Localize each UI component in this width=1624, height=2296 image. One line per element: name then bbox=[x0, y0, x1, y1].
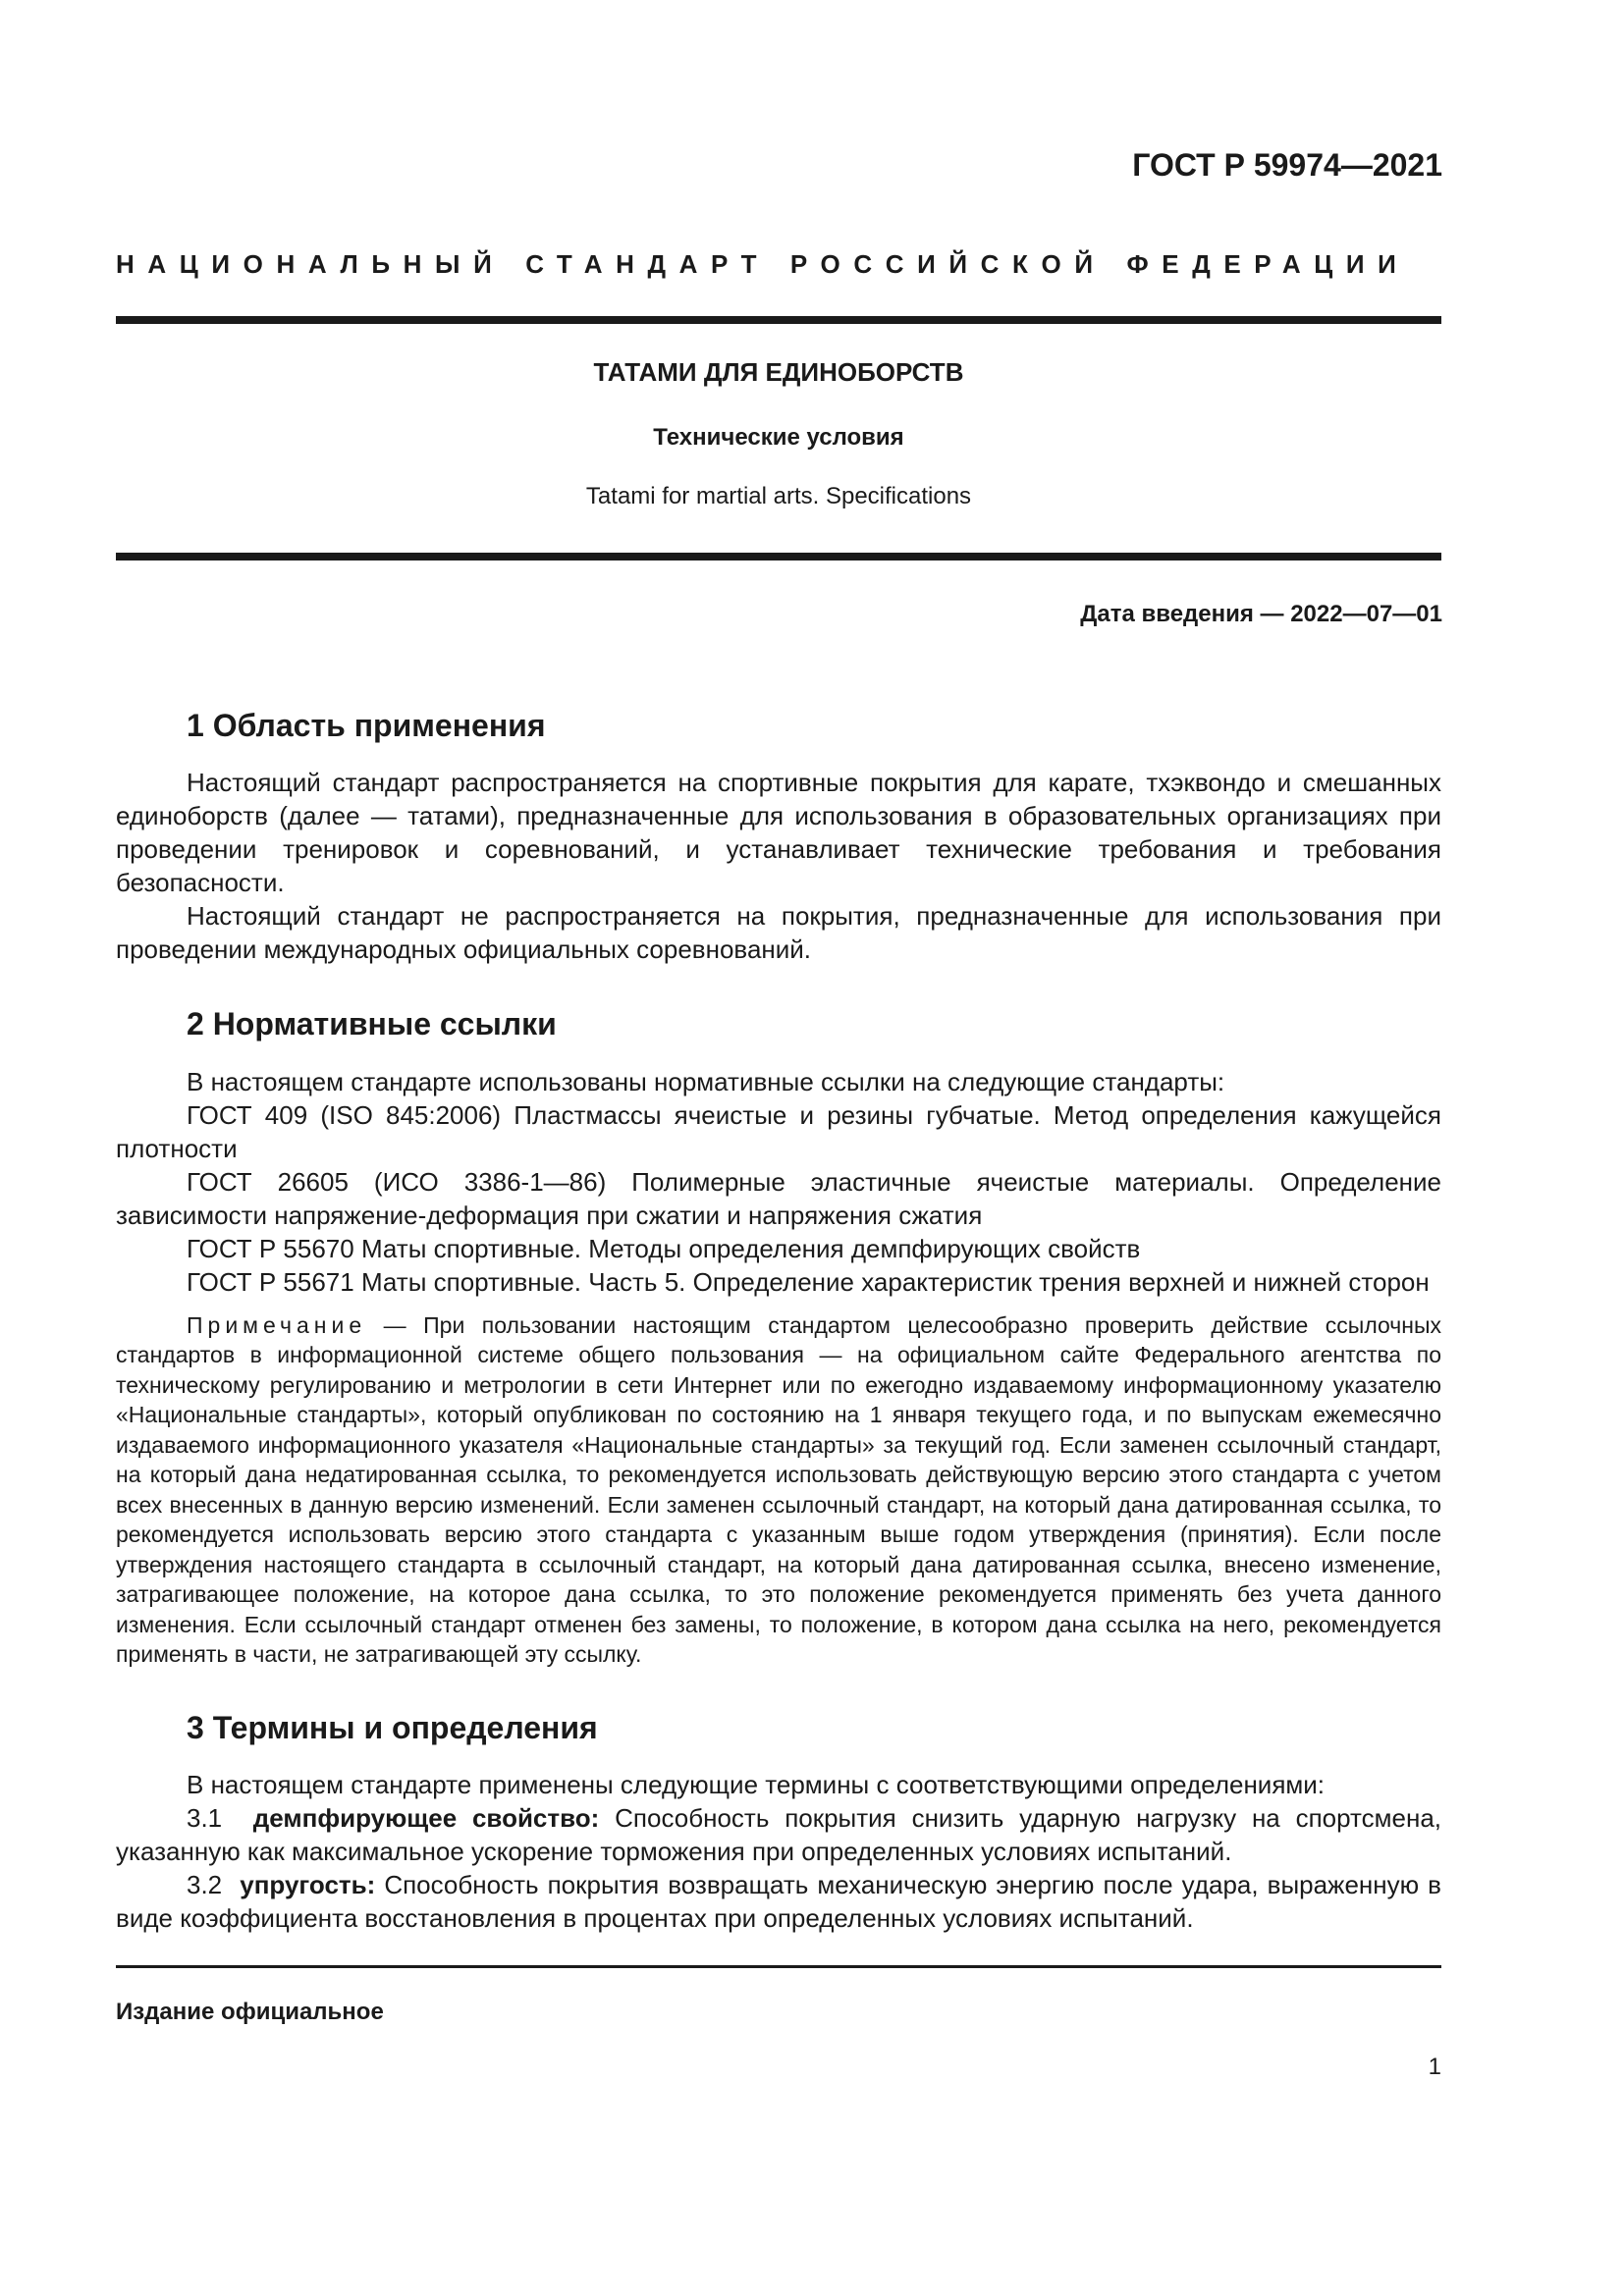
note-text: — При пользовании настоящим стандартом целесообразно проверить действие ссылочных стандартов в информационной системе общего пользования — на официальном сайте Федерального агентства по техническому регулированию и метрологии в сети Интернет или по ежегодно издаваемому информационному указателю «Национальные стандарты», который опубликован по состоянию на 1 января текущего года, и по выпускам ежемесячно издаваемого информационного указателя «Национальные стандарты» за текущий год. Если заменен ссылочный стандарт, на который дана недатированная ссылка, то рекомендуется использовать действующую версию этого стандарта с учетом всех внесенных в данную версию изменений. Если заменен ссылочный стандарт, на который дана датированная ссылка, то рекомендуется использовать версию этого стандарта с указанным выше годом утверждения (принятия). Если после утверждения настоящего стандарта в ссылочный стандарт, на который дана датированная ссылка, внесено изменение, затрагивающее положение, на которое дана ссылка, то это положение рекомендуется применять без учета данного изменения. Если ссылочный стандарт отменен без замены, то положение, в котором дана ссылка на него, рекомендуется применять в части, не затрагивающей эту ссылку. bbox=[116, 1311, 1441, 1668]
term-number: 3.2 bbox=[187, 1870, 223, 1900]
note-label: Примечание bbox=[187, 1311, 367, 1338]
term-definition bbox=[116, 1801, 1441, 1868]
document-number: ГОСТ Р 59974—2021 bbox=[1132, 147, 1442, 183]
reference-item: ГОСТ Р 55670 Маты спортивные. Методы определения демпфирующих свойств bbox=[187, 1233, 1141, 1263]
section-scope bbox=[116, 707, 1441, 966]
document-subtitle: Технические условия bbox=[653, 424, 904, 451]
section-terms-definitions bbox=[116, 1709, 1441, 1935]
header-rule-top bbox=[116, 316, 1441, 324]
paragraph: Настоящий стандарт не распространяется на покрытия, предназначенные для использования при проведении международных официальных соревнований. bbox=[116, 901, 1441, 965]
header-rule-bottom bbox=[116, 553, 1441, 561]
section-heading: 2 Нормативные ссылки bbox=[187, 1006, 557, 1042]
document-title-english: Tatami for martial arts. Specifications bbox=[585, 483, 972, 509]
footer-rule bbox=[116, 1965, 1441, 1968]
reference-item: ГОСТ 26605 (ИСО 3386-1—86) Полимерные эластичные ячеистые материалы. Определение зависимости напряжение-деформация при сжатии и напряжения сжатия bbox=[116, 1166, 1441, 1230]
term-name: упругость: bbox=[240, 1870, 376, 1900]
section-normative-references bbox=[116, 1005, 1441, 1669]
document-body bbox=[116, 707, 1441, 1935]
reference-item: ГОСТ Р 55671 Маты спортивные. Часть 5. Определение характеристик трения верхней и нижней сторон bbox=[187, 1266, 1430, 1297]
term-text: Способность покрытия возвращать механическую энергию после удара, выраженную в виде коэффициента восстановления в процентах при определенных условиях испытаний. bbox=[116, 1870, 1441, 1934]
page-number: 1 bbox=[1428, 2054, 1441, 2080]
paragraph: Настоящий стандарт распространяется на спортивные покрытия для карате, тхэквондо и смешанных единоборств (далее — татами), предназначенные для использования в образовательных организациях при проведении тренировок и соревнований, и устанавливает технические требования и требования безопасности. bbox=[116, 768, 1441, 898]
note-paragraph bbox=[116, 1310, 1441, 1670]
section-heading: 1 Область применения bbox=[187, 708, 546, 743]
introduction-date: Дата введения — 2022—07—01 bbox=[1080, 601, 1442, 627]
term-number: 3.1 bbox=[187, 1803, 223, 1834]
term-name: демпфирующее свойство: bbox=[252, 1803, 600, 1834]
reference-item: ГОСТ 409 (ISO 845:2006) Пластмассы ячеистые и резины губчатые. Метод определения кажущейся плотности bbox=[116, 1099, 1441, 1163]
paragraph: В настоящем стандарте использованы нормативные ссылки на следующие стандарты: bbox=[187, 1066, 1225, 1096]
term-text: Способность покрытия снизить ударную нагрузку на спортсмена, указанную как максимальное ускорение торможения при определенных условиях испытаний. bbox=[116, 1803, 1442, 1867]
standard-header-band: НАЦИОНАЛЬНЫЙ СТАНДАРТ РОССИЙСКОЙ ФЕДЕРАЦИИ bbox=[116, 249, 1410, 279]
term-definition bbox=[116, 1868, 1441, 1935]
section-heading: 3 Термины и определения bbox=[187, 1709, 598, 1745]
document-title: ТАТАМИ ДЛЯ ЕДИНОБОРСТВ bbox=[593, 357, 964, 387]
edition-label: Издание официальное bbox=[116, 1999, 384, 2025]
paragraph: В настоящем стандарте применены следующие термины с соответствующими определениями: bbox=[187, 1770, 1326, 1800]
